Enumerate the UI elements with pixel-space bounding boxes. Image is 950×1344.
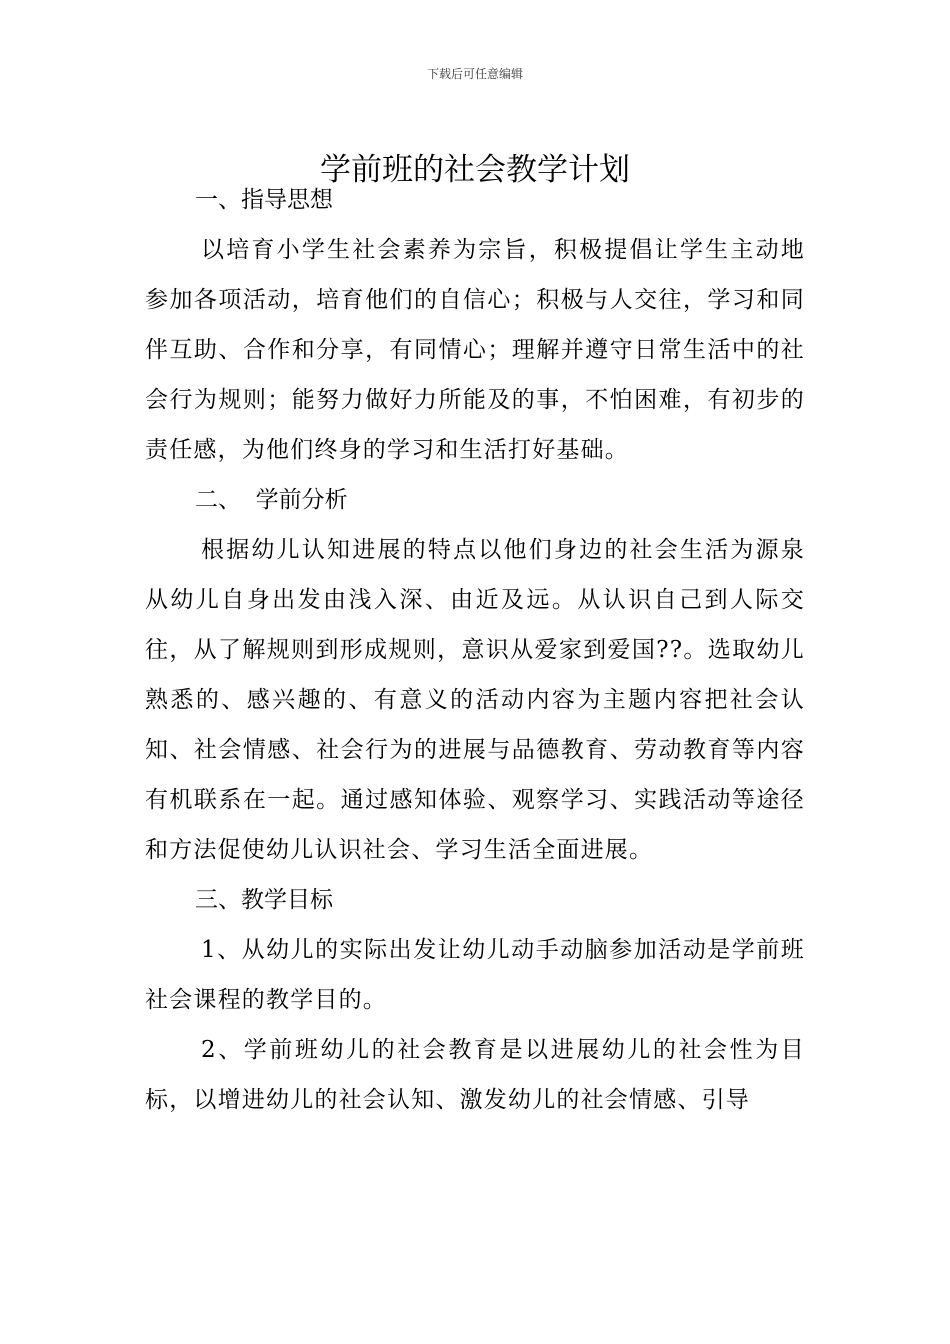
section-heading: 三、教学目标 xyxy=(195,887,333,913)
section-heading: 一、指导思想 xyxy=(195,187,333,213)
paragraph: 2、学前班幼儿的社会教育是以进展幼儿的社会性为目标，以增进幼儿的社会认知、激发幼儿的社会情感、引导 xyxy=(145,1037,805,1113)
section-preschool-analysis xyxy=(145,475,805,875)
paragraph: 1、从幼儿的实际出发让幼儿动手动脑参加活动是学前班社会课程的教学目的。 xyxy=(145,937,805,1013)
paragraph: 以培育小学生社会素养为宗旨，积极提倡让学生主动地参加各项活动，培育他们的自信心；积极与人交往，学习和同伴互助、合作和分享，有同情心；理解并遵守日常生活中的社会行为规则；能努力做好力所能及的事，不怕困难，有初步的责任感，为他们终身的学习和生活打好基础。 xyxy=(145,237,805,463)
section-guiding-ideology xyxy=(145,175,805,475)
page-title: 学前班的社会教学计划 xyxy=(320,151,630,188)
document-body xyxy=(145,175,805,1125)
section-heading: 二、 学前分析 xyxy=(195,487,348,513)
section-teaching-goals xyxy=(145,875,805,1125)
paragraph: 根据幼儿认知进展的特点以他们身边的社会生活为源泉从幼儿自身出发由浅入深、由近及远。从认识自己到人际交往，从了解规则到形成规则，意识从爱家到爱国??。选取幼儿熟悉的、感兴趣的、有意义的活动内容为主题内容把社会认知、社会情感、社会行为的进展与品德教育、劳动教育等内容有机联系在一起。通过感知体验、观察学习、实践活动等途径和方法促使幼儿认识社会、学习生活全面进展。 xyxy=(145,537,805,863)
header-note: 下载后可任意编辑 xyxy=(426,67,523,81)
